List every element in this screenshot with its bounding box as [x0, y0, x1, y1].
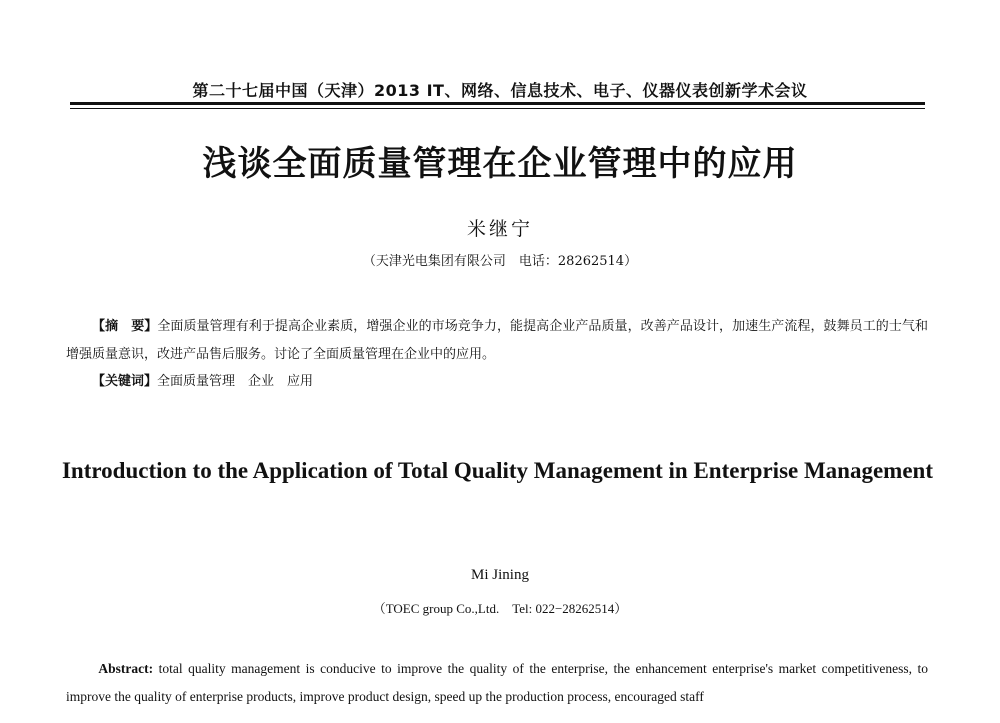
chinese-keywords-text: 全面质量管理 企业 应用 — [157, 374, 314, 389]
chinese-keywords — [66, 371, 928, 393]
conference-header: 第二十七届中国（天津）2013 IT、网络、信息技术、电子、仪器仪表创新学术会议 — [192, 81, 808, 100]
chinese-abstract — [66, 313, 928, 369]
english-title: Introduction to the Application of Total Quality Management in Enterprise Management — [61, 458, 934, 483]
chinese-abstract-text: 全面质量管理有利于提高企业素质，增强企业的市场竞争力，能提高企业产品质量，改善产品设计，加速生产流程，鼓舞员工的士气和增强质量意识，改进产品售后服务。讨论了全面质量管理在企业中的应用。 — [66, 319, 928, 362]
header-rule-thin — [70, 108, 925, 109]
chinese-title: 浅谈全面质量管理在企业管理中的应用 — [202, 144, 798, 184]
chinese-affiliation: （天津光电集团有限公司 电话：28262514） — [362, 254, 638, 269]
chinese-abstract-label: 【摘 要】 — [92, 319, 158, 334]
english-abstract-label: Abstract: — [98, 661, 154, 676]
english-author: Mi Jining — [471, 567, 529, 583]
english-affiliation: （TOEC group Co.,Ltd. Tel: 022−28262514） — [372, 601, 628, 616]
chinese-author: 米继宁 — [466, 218, 533, 240]
header-rule-thick — [70, 102, 925, 105]
english-abstract — [66, 655, 928, 711]
chinese-keywords-label: 【关键词】 — [92, 374, 158, 389]
english-abstract-text: total quality management is conducive to improve the quality of the enterprise, the enhancement enterprise's market competitiveness, to improve the quality of enterprise products, improve product design, speed up the production process, encouraged staff — [66, 661, 928, 704]
